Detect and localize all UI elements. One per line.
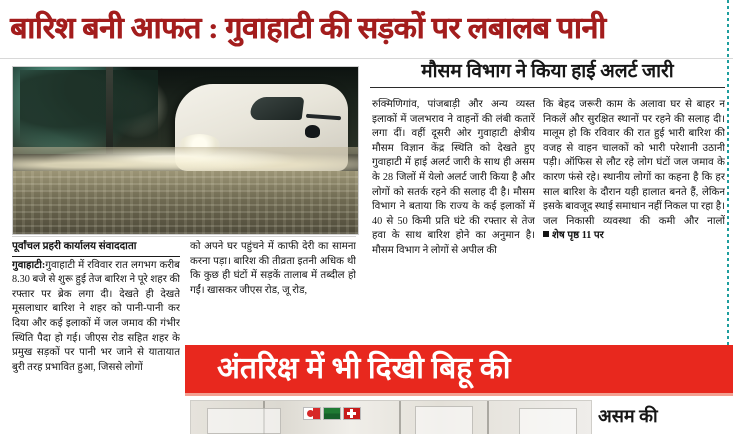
- article-body-4: कि बेहद जरूरी काम के अलावा घर से बाहर न निकलें और सुरक्षित स्थानों पर रहने की सलाह दी। मालूम हो कि रविवार की रात हुई भारी बारिश की वजह से वाहन चालकों को भारी परेशानी उठानी पड़ी। ऑफिस से लौट रहे लोग घंटों जल जमाव के कारण फंसे रहे। स्थानीय लोगों का कहना है कि हर साल बारिश के दौरान यही हालात बनते हैं, लेकिन इसके बावजूद स्थाई समाधान नहीं निकल पा रहा है। जल निकासी व्यवस्था की कमी और नालों: [543, 99, 725, 227]
- continued-marker: [543, 230, 604, 241]
- byline-credit: पूर्वांचल प्रहरी कार्यालय संवाददाता: [12, 240, 180, 257]
- photo-flag-japan: [303, 407, 321, 420]
- photo-strut-2: [399, 401, 401, 434]
- photo-floodwater: [13, 171, 358, 234]
- photo-flag-green: [323, 407, 341, 420]
- dateline: गुवाहाटी:: [12, 259, 46, 271]
- page-headline: बारिश बनी आफत : गुवाहाटी की सड़कों पर लबालब पानी: [10, 12, 606, 45]
- photo-panel-3: [519, 408, 577, 434]
- photo-panel-1: [207, 408, 281, 434]
- photo-pole: [106, 67, 113, 154]
- photo-car-windshield: [250, 97, 305, 120]
- article-body-1: गुवाहाटी में रविवार रात लगभग करीब 8.30 बजे से शुरू हुई तेज बारिश ने पूरे शहर की रफ्तार पर ब्रेक लगा दी। देखते ही देखते मूसलाधार बारिश ने शहर को पानी-पानी कर दिया और कई इलाकों में जल जमाव की गंभीर स्थिति पैदा हो गई। जीएस रोड सहित शहर के प्रमुख सड़कों पर पानी भर जाने से यातायात बुरी तरह प्रभावित हुआ, जिससे लोगों: [12, 259, 180, 373]
- subheadline: मौसम विभाग ने किया हाई अलर्ट जारी: [421, 61, 674, 82]
- article-column-4: [543, 98, 725, 338]
- subheadline-rule: [370, 87, 725, 88]
- bottom-banner-headline: अंतरिक्ष में भी दिखी बिहू की: [217, 352, 511, 385]
- photo-car-wheel: [305, 125, 321, 137]
- photo-panel-2: [415, 406, 473, 434]
- headline-bar: [0, 0, 733, 59]
- photo-car-trim: [306, 114, 341, 121]
- subheadline-block: [370, 62, 725, 88]
- square-bullet-icon: [543, 231, 549, 237]
- bottom-story-banner[interactable]: [185, 345, 733, 393]
- continued-label: शेष पृष्ठ 11 पर: [552, 230, 604, 242]
- space-station-photo: [190, 400, 592, 434]
- flood-photo: [12, 66, 359, 235]
- bottom-right-headline: असम की: [598, 406, 658, 426]
- banner-underline: [185, 393, 733, 396]
- photo-flag-switzerland: [343, 407, 361, 420]
- photo-trees: [20, 70, 158, 147]
- article-body-2: को अपने घर पहुंचने में काफी देरी का सामना करना पड़ा। बारिश की तीव्रता इतनी अधिक थी कि कुछ ही घंटों में सड़कें तालाब में तब्दील हो गईं। खासकर जीएस रोड, जू रोड,: [190, 241, 356, 296]
- photo-strut-3: [487, 401, 489, 434]
- photo-text-divider: [12, 236, 356, 237]
- right-margin-dotted-rule: [727, 0, 729, 345]
- article-body-3: रुक्मिणिगांव, पांजबाड़ी और अन्य व्यस्त इलाकों में जलभराव ने वाहनों की लंबी कतारें लगा दीं। वहीं दूसरी ओर गुवाहाटी क्षेत्रीय मौसम विज्ञान केंद्र स्थिति को देखते हुए गुवाहाटी में हाई अलर्ट जारी के साथ ही असम के 28 जिलों में येलो अलर्ट जारी किया है और लोगों को सतर्क रहने की सलाह दी है। मौसम विभाग ने बताया कि राज्य के कई इलाकों में 40 से 50 किमी प्रति घंटे की रफ्तार से तेज हवा के साथ बारिश होने का अनुमान है। मौसम विभाग ने लोगों से अपील की: [372, 99, 535, 256]
- article-column-2: [190, 240, 356, 350]
- article-column-1-overflow: [12, 400, 180, 434]
- article-column-3: [372, 98, 535, 338]
